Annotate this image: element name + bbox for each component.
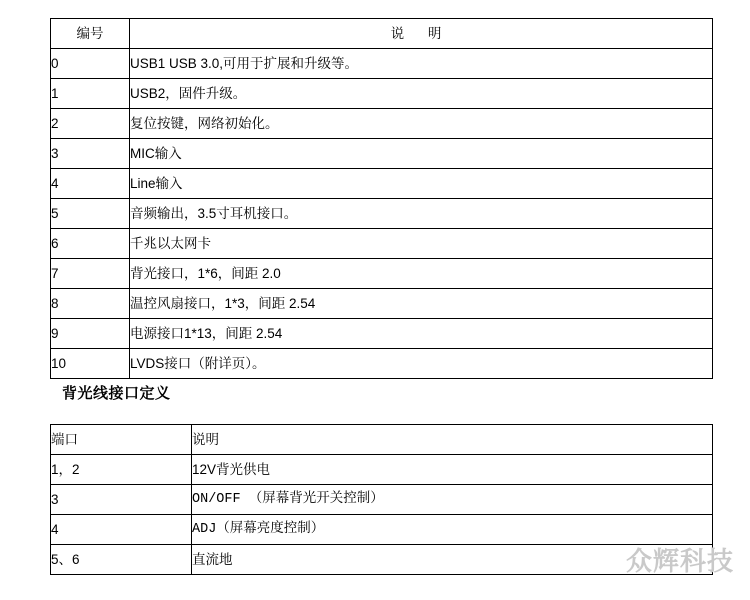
table-row xyxy=(51,139,713,169)
table-row xyxy=(51,349,713,379)
cell-no: 10 xyxy=(51,349,130,379)
cell-desc: 音频输出，3.5寸耳机接口。 xyxy=(130,199,713,229)
cell-no: 2 xyxy=(51,109,130,139)
cell-desc: 温控风扇接口，1*3，间距 2.54 xyxy=(130,289,713,319)
table-header-row xyxy=(51,19,713,49)
watermark-text: 众辉科技 xyxy=(625,547,734,576)
cell-desc: LVDS接口（附详页）。 xyxy=(130,349,713,379)
table-row xyxy=(51,49,713,79)
cell-no: 6 xyxy=(51,229,130,259)
table-row xyxy=(51,319,713,349)
table-row xyxy=(51,545,713,575)
table-row xyxy=(51,169,713,199)
cell-no: 5 xyxy=(51,199,130,229)
table-header-row xyxy=(51,425,713,455)
cell-no: 9 xyxy=(51,319,130,349)
cell-desc: 复位按键，网络初始化。 xyxy=(130,109,713,139)
cell-no: 8 xyxy=(51,289,130,319)
interface-description-table xyxy=(50,18,713,379)
table-row xyxy=(51,79,713,109)
cell-note: 直流地 xyxy=(192,545,713,575)
table-row xyxy=(51,229,713,259)
header-cell-note: 说明 xyxy=(192,425,713,455)
cell-no: 7 xyxy=(51,259,130,289)
section-heading: 背光线接口定义 xyxy=(62,386,171,402)
cell-no: 0 xyxy=(51,49,130,79)
cell-no: 3 xyxy=(51,139,130,169)
cell-no: 1 xyxy=(51,79,130,109)
table-row xyxy=(51,199,713,229)
cell-port: 3 xyxy=(51,485,192,515)
table-row xyxy=(51,485,713,515)
cell-note: 12V背光供电 xyxy=(192,455,713,485)
cell-desc: Line输入 xyxy=(130,169,713,199)
cell-desc: 背光接口，1*6，间距 2.0 xyxy=(130,259,713,289)
header-desc-text: 说 明 xyxy=(390,25,452,41)
cell-desc: 电源接口1*13，间距 2.54 xyxy=(130,319,713,349)
cell-desc: 千兆以太网卡 xyxy=(130,229,713,259)
table-row xyxy=(51,109,713,139)
header-cell-port: 端口 xyxy=(51,425,192,455)
cell-desc: USB1 USB 3.0,可用于扩展和升级等。 xyxy=(130,49,713,79)
table-row xyxy=(51,259,713,289)
header-cell-no: 编号 xyxy=(51,19,130,49)
header-cell-desc xyxy=(130,19,713,49)
table-row xyxy=(51,455,713,485)
cell-port: 1，2 xyxy=(51,455,192,485)
table-row xyxy=(51,515,713,545)
backlight-table-body xyxy=(51,425,713,575)
cell-desc: USB2，固件升级。 xyxy=(130,79,713,109)
cell-port: 4 xyxy=(51,515,192,545)
backlight-connector-table xyxy=(50,424,713,575)
cell-desc: MIC输入 xyxy=(130,139,713,169)
cell-no: 4 xyxy=(51,169,130,199)
cell-note: ON/OFF （屏幕背光开关控制） xyxy=(192,485,713,515)
table-row xyxy=(51,289,713,319)
cell-note: ADJ（屏幕亮度控制） xyxy=(192,515,713,545)
interface-table-body xyxy=(51,19,713,379)
cell-port: 5、6 xyxy=(51,545,192,575)
